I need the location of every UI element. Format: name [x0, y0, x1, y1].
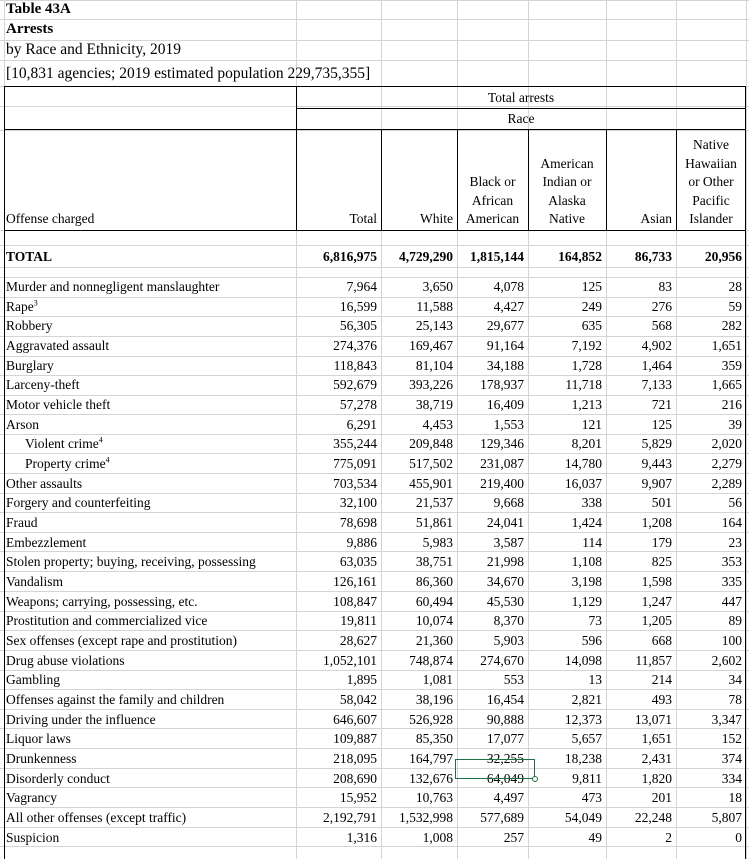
table-row-23-value-2: 17,077: [486, 731, 524, 746]
border-header-divider: [296, 86, 297, 230]
table-row-10-value-1: 455,901: [409, 476, 453, 491]
header-white: White: [420, 211, 453, 226]
total-row-value-4: 86,733: [634, 249, 672, 264]
gridline-col-7: [746, 0, 747, 859]
table-row-0-value-3: 125: [581, 279, 602, 294]
table-row-4-value-2: 34,188: [486, 358, 524, 373]
table-row-label: Offenses against the family and children: [6, 692, 225, 707]
table-row-24-value-4: 2,431: [641, 751, 672, 766]
table-row-label: Gambling: [6, 672, 60, 687]
gridline-row-5: [0, 106, 749, 107]
gridline-row-33: [0, 728, 749, 729]
table-row-26-value-5: 18: [728, 790, 742, 805]
table-row-label: Larceny-theft: [6, 377, 80, 392]
table-row-14-value-4: 825: [651, 554, 672, 569]
header-aian-line-0: American: [540, 155, 594, 171]
table-row-5-value-1: 393,226: [409, 377, 453, 392]
header-black-line-1: African: [471, 192, 514, 208]
table-row-6-value-0: 57,278: [339, 397, 377, 412]
table-row-10-value-4: 9,907: [641, 476, 672, 491]
table-row-25-value-4: 1,820: [641, 771, 672, 786]
table-row-16-value-5: 447: [721, 594, 742, 609]
table-row-6-value-5: 216: [721, 397, 742, 412]
table-row-28-value-4: 2: [665, 830, 672, 845]
table-row-7-value-5: 39: [728, 417, 742, 432]
table-row-11-value-0: 32,100: [339, 495, 377, 510]
table-row-25-value-2: 64,049: [486, 771, 524, 786]
table-row-label-footnote: 4: [98, 435, 103, 445]
border-offense-top: [4, 129, 296, 130]
table-row-15-value-2: 34,670: [486, 574, 524, 589]
gridline-row-18: [0, 434, 749, 435]
table-row-20-value-4: 214: [651, 672, 672, 687]
table-row-1-value-4: 276: [651, 299, 672, 314]
table-row-label: Other assaults: [6, 476, 83, 491]
table-row-16-value-4: 1,247: [641, 594, 672, 609]
table-row-22-value-1: 526,928: [409, 712, 453, 727]
table-row-15-value-4: 1,598: [641, 574, 672, 589]
header-nhopi-line-0: Native: [693, 137, 729, 152]
table-row-5-value-3: 11,718: [565, 377, 602, 392]
table-row-14-value-5: 353: [721, 554, 742, 569]
gridline-row-21: [0, 493, 749, 494]
table-row-9-value-5: 2,279: [711, 456, 742, 471]
gridline-row-34: [0, 748, 749, 749]
table-row-label: Disorderly conduct: [6, 771, 110, 786]
gridline-row-30: [0, 670, 749, 671]
table-row-label: Vandalism: [6, 574, 63, 589]
table-row-23-value-3: 5,657: [571, 731, 602, 746]
table-row-3-value-0: 274,376: [333, 338, 377, 353]
border-race-header: [296, 129, 746, 130]
table-row-0-value-4: 83: [658, 279, 672, 294]
table-row-21-value-5: 78: [728, 692, 742, 707]
table-row-5-value-0: 592,679: [333, 377, 377, 392]
table-row-12-value-2: 24,041: [486, 515, 524, 530]
table-row-17-value-4: 1,205: [641, 613, 672, 628]
table-row-12-value-5: 164: [721, 515, 742, 530]
table-row-17-value-2: 8,370: [493, 613, 524, 628]
table-row-10-value-0: 703,534: [333, 476, 377, 491]
table-row-11-value-5: 56: [728, 495, 742, 510]
table-row-22-value-3: 12,373: [564, 712, 602, 727]
table-row-17-value-3: 73: [588, 613, 602, 628]
table-row-11-value-4: 501: [651, 495, 672, 510]
table-title: Arrests: [6, 21, 54, 37]
table-row-1-value-1: 11,588: [416, 299, 453, 314]
table-row-17-value-5: 89: [728, 613, 742, 628]
table-row-label: Arson: [6, 417, 39, 432]
table-row-28-value-3: 49: [588, 830, 602, 845]
table-row-10-value-3: 16,037: [564, 476, 602, 491]
gridline-row-14: [0, 356, 749, 357]
table-row-28-value-2: 257: [503, 830, 524, 845]
table-row-28-value-5: 0: [735, 830, 742, 845]
table-row-label: All other offenses (except traffic): [6, 810, 187, 825]
table-row-4-value-5: 359: [721, 358, 742, 373]
border-left: [4, 86, 5, 859]
total-row-value-3: 164,852: [558, 249, 602, 264]
table-row-label-footnote: 4: [105, 455, 110, 465]
border-header-bottom: [4, 230, 746, 231]
table-id: Table 43A: [6, 1, 71, 17]
table-row-10-value-5: 2,289: [711, 476, 742, 491]
table-row-13-value-0: 9,886: [346, 535, 377, 550]
table-row-2-value-1: 25,143: [415, 318, 453, 333]
table-row-5-value-2: 178,937: [480, 377, 524, 392]
table-row-6-value-2: 16,409: [486, 397, 524, 412]
table-row-19-value-1: 748,874: [409, 653, 453, 668]
table-row-2-value-5: 282: [721, 318, 742, 333]
table-row-label: Embezzlement: [6, 535, 87, 550]
table-row-label: Prostitution and commercialized vice: [6, 613, 208, 628]
table-row-label: Stolen property; buying, receiving, possessing: [6, 554, 256, 569]
table-row-7-value-2: 1,553: [493, 417, 524, 432]
table-row-5-value-4: 7,133: [641, 377, 672, 392]
header-nhopi-line-2: or Other: [688, 174, 734, 189]
table-row-6-value-4: 721: [651, 397, 672, 412]
header-total-arrests: Total arrests: [487, 90, 555, 105]
header-black-line-2: American: [465, 211, 520, 226]
table-row-24-value-0: 218,095: [333, 751, 377, 766]
table-row-18-value-5: 100: [721, 633, 742, 648]
table-row-0-value-1: 3,650: [422, 279, 453, 294]
table-row-11-value-3: 338: [581, 495, 602, 510]
table-row-label: Rape$^3$: [6, 298, 38, 314]
table-row-15-value-3: 3,198: [571, 574, 602, 589]
table-row-13-value-5: 23: [728, 535, 742, 550]
fill-handle[interactable]: [532, 776, 538, 782]
gridline-row-23: [0, 532, 749, 533]
table-scope: [10,831 agencies; 2019 estimated population 229,735,355]: [6, 65, 371, 82]
gridline-row-19: [0, 453, 749, 454]
table-row-4-value-3: 1,728: [571, 358, 602, 373]
gridline-row-22: [0, 512, 749, 513]
table-row-7-value-0: 6,291: [346, 417, 377, 432]
table-row-2-value-4: 568: [651, 318, 672, 333]
total-row-value-0: 6,816,975: [323, 249, 377, 264]
table-row-label: Weapons; carrying, possessing, etc.: [6, 594, 198, 609]
table-row-18-value-1: 21,360: [415, 633, 453, 648]
table-row-27-value-5: 5,807: [711, 810, 742, 825]
header-asian: Asian: [640, 211, 672, 226]
table-row-label: Sex offenses (except rape and prostitution): [6, 633, 238, 648]
table-subtitle: by Race and Ethnicity, 2019: [6, 41, 182, 58]
table-row-25-value-5: 334: [721, 771, 742, 786]
table-row-17-value-1: 10,074: [415, 613, 453, 628]
header-nhopi-line-4: Islander: [689, 211, 733, 226]
gridline-row-25: [0, 571, 749, 572]
table-row-12-value-3: 1,424: [571, 515, 602, 530]
table-row-23-value-0: 109,887: [333, 731, 377, 746]
gridline-row-0: [0, 0, 749, 1]
table-row-2-value-3: 635: [581, 318, 602, 333]
table-row-14-value-3: 1,108: [571, 554, 602, 569]
table-row-22-value-5: 3,347: [711, 712, 742, 727]
gridline-row-13: [0, 336, 749, 337]
gridline-row-20: [0, 473, 749, 474]
table-row-8-value-0: 355,244: [333, 436, 377, 451]
header-black-line-0: Black or: [469, 174, 516, 189]
gridline-row-6: [0, 130, 749, 131]
gridline-row-3: [0, 60, 749, 61]
gridline-row-27: [0, 611, 749, 612]
gridline-row-12: [0, 316, 749, 317]
table-row-13-value-4: 179: [651, 535, 672, 550]
table-row-19-value-2: 274,670: [480, 653, 524, 668]
table-row-13-value-2: 3,587: [493, 535, 524, 550]
table-row-13-value-3: 114: [582, 535, 602, 550]
gridline-row-31: [0, 689, 749, 690]
total-row-value-5: 20,956: [704, 249, 742, 264]
gridline-row-28: [0, 630, 749, 631]
gridline-row-29: [0, 650, 749, 651]
table-row-7-value-1: 4,453: [422, 417, 453, 432]
table-row-16-value-1: 60,494: [415, 594, 453, 609]
gridline-row-35: [0, 768, 749, 769]
table-row-19-value-0: 1,052,101: [323, 653, 377, 668]
table-row-21-value-0: 58,042: [339, 692, 377, 707]
table-row-27-value-2: 577,689: [480, 810, 524, 825]
table-row-24-value-1: 164,797: [409, 751, 453, 766]
table-row-23-value-4: 1,651: [641, 731, 672, 746]
gridline-row-15: [0, 375, 749, 376]
table-row-label: Forgery and counterfeiting: [6, 495, 151, 510]
table-row-22-value-2: 90,888: [486, 712, 524, 727]
table-row-1-value-2: 4,427: [493, 299, 524, 314]
table-row-20-value-3: 13: [588, 672, 602, 687]
table-row-23-value-5: 152: [721, 731, 742, 746]
table-row-27-value-1: 1,532,998: [399, 810, 453, 825]
table-row-label: Robbery: [6, 318, 53, 333]
table-row-21-value-4: 493: [651, 692, 672, 707]
header-aian-line-3: Native: [549, 211, 585, 226]
gridline-row-9: [0, 267, 749, 268]
header-aian-line-1: Indian or: [542, 174, 592, 189]
gridline-row-36: [0, 787, 749, 788]
table-row-1-value-0: 16,599: [339, 299, 377, 314]
table-row-11-value-2: 9,668: [493, 495, 524, 510]
table-row-3-value-2: 91,164: [486, 338, 524, 353]
table-row-0-value-2: 4,078: [493, 279, 524, 294]
gridline-row-37: [0, 807, 749, 808]
table-row-6-value-1: 38,719: [415, 397, 453, 412]
table-row-25-value-3: 9,811: [572, 771, 602, 786]
table-row-12-value-1: 51,861: [415, 515, 453, 530]
table-row-7-value-3: 121: [581, 417, 602, 432]
table-row-15-value-5: 335: [721, 574, 742, 589]
header-race: Race: [507, 111, 535, 126]
total-row-label: TOTAL: [6, 249, 53, 264]
table-row-12-value-0: 78,698: [339, 515, 377, 530]
total-row-value-2: 1,815,144: [470, 249, 524, 264]
border-title-bottom: [4, 86, 745, 87]
gridline-row-11: [0, 297, 749, 298]
border-group-header: [296, 108, 746, 109]
table-row-26-value-2: 4,497: [493, 790, 524, 805]
table-row-20-value-0: 1,895: [346, 672, 377, 687]
table-row-27-value-0: 2,192,791: [323, 810, 377, 825]
table-row-22-value-4: 13,071: [634, 712, 672, 727]
header-offense-charged: Offense charged: [6, 211, 95, 226]
header-total: Total: [349, 211, 377, 226]
table-row-label: Suspicion: [6, 830, 60, 845]
table-row-4-value-0: 118,843: [333, 358, 377, 373]
table-row-3-value-4: 4,902: [641, 338, 672, 353]
table-row-2-value-0: 56,305: [339, 318, 377, 333]
table-row-25-value-0: 208,690: [333, 771, 377, 786]
table-row-24-value-3: 18,238: [564, 751, 602, 766]
table-row-22-value-0: 646,607: [333, 712, 377, 727]
table-row-18-value-3: 596: [581, 633, 602, 648]
table-row-20-value-2: 553: [503, 672, 524, 687]
table-row-11-value-1: 21,537: [415, 495, 453, 510]
table-row-label: Liquor laws: [6, 731, 71, 746]
table-row-9-value-2: 231,087: [480, 456, 524, 471]
total-row-value-1: 4,729,290: [399, 249, 453, 264]
table-row-4-value-1: 81,104: [415, 358, 453, 373]
table-row-24-value-5: 374: [721, 751, 742, 766]
table-row-13-value-1: 5,983: [422, 535, 453, 550]
table-row-label: Violent crime$^4$: [25, 435, 103, 451]
selected-cell[interactable]: [455, 759, 535, 779]
gridline-row-32: [0, 709, 749, 710]
table-row-19-value-3: 14,098: [564, 653, 602, 668]
table-row-label: Aggravated assault: [6, 338, 110, 353]
table-row-17-value-0: 19,811: [340, 613, 377, 628]
gridline-row-38: [0, 827, 749, 828]
table-row-20-value-5: 34: [728, 672, 742, 687]
table-row-21-value-1: 38,196: [415, 692, 453, 707]
table-row-26-value-3: 473: [581, 790, 602, 805]
table-row-label: Motor vehicle theft: [6, 397, 111, 412]
table-row-27-value-3: 54,049: [564, 810, 602, 825]
table-row-label: Fraud: [6, 515, 38, 530]
table-row-28-value-0: 1,316: [346, 830, 377, 845]
table-row-3-value-1: 169,467: [409, 338, 453, 353]
table-row-26-value-0: 15,952: [339, 790, 377, 805]
gridline-row-26: [0, 591, 749, 592]
header-nhopi-line-1: Hawaiian: [685, 155, 737, 171]
table-row-19-value-4: 11,857: [635, 653, 672, 668]
table-row-4-value-4: 1,464: [641, 358, 672, 373]
table-row-18-value-0: 28,627: [339, 633, 377, 648]
table-row-12-value-4: 1,208: [641, 515, 672, 530]
table-row-label: Burglary: [6, 358, 54, 373]
table-row-14-value-2: 21,998: [486, 554, 524, 569]
table-row-7-value-4: 125: [651, 417, 672, 432]
table-row-9-value-4: 9,443: [641, 456, 672, 471]
table-row-9-value-3: 14,780: [564, 456, 602, 471]
table-row-2-value-2: 29,677: [486, 318, 524, 333]
table-row-8-value-3: 8,201: [571, 436, 602, 451]
table-row-27-value-4: 22,248: [634, 810, 672, 825]
table-row-23-value-1: 85,350: [415, 731, 453, 746]
table-row-15-value-0: 126,161: [333, 574, 377, 589]
gridline-row-10: [0, 277, 749, 278]
table-row-8-value-4: 5,829: [641, 436, 672, 451]
table-row-20-value-1: 1,081: [422, 672, 453, 687]
table-row-0-value-5: 28: [728, 279, 742, 294]
table-row-3-value-5: 1,651: [711, 338, 742, 353]
table-row-14-value-1: 38,751: [415, 554, 453, 569]
table-row-16-value-0: 108,847: [333, 594, 377, 609]
table-row-21-value-3: 2,821: [571, 692, 602, 707]
table-row-5-value-5: 1,665: [711, 377, 742, 392]
gridline-row-8: [0, 245, 749, 246]
header-nhopi-line-3: Pacific: [692, 192, 730, 208]
table-row-1-value-5: 59: [728, 299, 742, 314]
table-row-6-value-3: 1,213: [571, 397, 602, 412]
table-row-18-value-4: 668: [651, 633, 672, 648]
table-row-16-value-2: 45,530: [486, 594, 524, 609]
table-row-21-value-2: 16,454: [486, 692, 524, 707]
table-row-9-value-0: 775,091: [333, 456, 377, 471]
table-row-label: Drug abuse violations: [6, 653, 125, 668]
table-row-8-value-2: 129,346: [480, 436, 524, 451]
gridline-row-39: [0, 846, 749, 847]
table-row-8-value-1: 209,848: [409, 436, 453, 451]
table-row-14-value-0: 63,035: [339, 554, 377, 569]
gridline-row-24: [0, 551, 749, 552]
header-aian-line-2: Alaska: [548, 192, 586, 208]
table-row-18-value-2: 5,903: [493, 633, 524, 648]
table-row-19-value-5: 2,602: [711, 653, 742, 668]
table-row-9-value-1: 517,502: [409, 456, 453, 471]
table-row-28-value-1: 1,008: [422, 830, 453, 845]
table-row-label: Vagrancy: [6, 790, 57, 805]
table-row-10-value-2: 219,400: [480, 476, 524, 491]
table-row-label: Driving under the influence: [6, 712, 156, 727]
gridline-row-1: [0, 19, 749, 20]
table-row-1-value-3: 249: [581, 299, 602, 314]
table-row-3-value-3: 7,192: [571, 338, 602, 353]
gridline-row-16: [0, 395, 749, 396]
table-row-24-value-2: 32,255: [486, 751, 524, 766]
table-row-26-value-4: 201: [651, 790, 672, 805]
table-row-8-value-5: 2,020: [711, 436, 742, 451]
table-row-15-value-1: 86,360: [415, 574, 453, 589]
table-row-label-footnote: 3: [33, 298, 38, 308]
table-row-25-value-1: 132,676: [409, 771, 453, 786]
table-row-label: Property crime$^4$: [25, 455, 110, 471]
table-row-26-value-1: 10,763: [415, 790, 453, 805]
table-row-label: Murder and nonnegligent manslaughter: [6, 279, 220, 294]
table-row-label: Drunkenness: [6, 751, 77, 766]
gridline-row-17: [0, 414, 749, 415]
table-row-0-value-0: 7,964: [346, 279, 377, 294]
table-row-16-value-3: 1,129: [571, 594, 602, 609]
